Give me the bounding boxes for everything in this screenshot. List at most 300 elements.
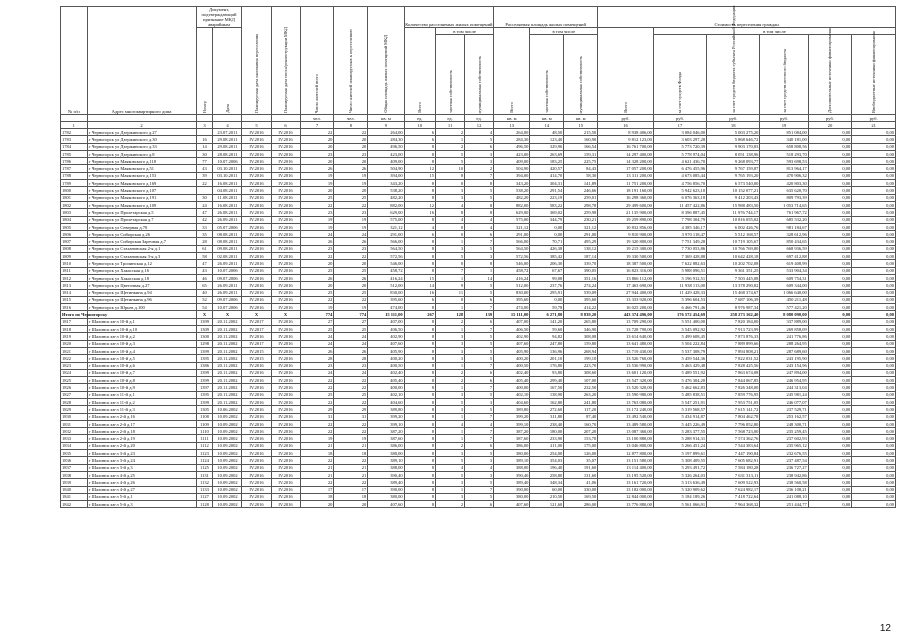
table-cell: 1840 [61,486,88,493]
table-cell: 0 [436,180,465,187]
table-cell: 3 [465,150,494,157]
table-cell: 0,00 [808,260,852,267]
table-cell: 420,57 [530,165,564,172]
table-cell: 830,00 [368,289,404,296]
table-cell: 25 [334,289,368,296]
table-cell: 1395 [196,391,213,398]
table-cell: 22 [334,398,368,405]
table-cell: IV.2016 [242,384,271,391]
table-cell: 1298 [196,340,213,347]
table-cell: 08.08.2011 [213,238,242,245]
table-cell: 5 396 604,53 [653,296,706,303]
table-cell: 539,09 [564,289,598,296]
table-cell: 15 111,00 [368,311,404,318]
table-cell: 609 754,31 [760,274,808,281]
table-cell: 344,79 [530,216,564,223]
table-cell: 348,34 [530,479,564,486]
table-cell: 26 [334,238,368,245]
table-cell: 0,00 [852,435,896,442]
table-cell: 13 641 480,00 [598,340,654,347]
register-table [60,6,896,508]
table-cell: 8 [404,180,435,187]
table-cell: 4 [465,216,494,223]
table-cell: 7 873 876,33 [707,333,760,340]
table-cell: 8 [404,260,435,267]
table-cell: 13 182 000,00 [598,486,654,493]
table-cell: 20 [334,143,368,150]
table-cell: 8 [404,384,435,391]
table-cell: IV.2016 [242,369,271,376]
table-cell: 19 [334,304,368,311]
table-cell: 0,00 [852,347,896,354]
table-cell: 5 778 974,04 [653,150,706,157]
table-cell: 27 944 400,00 [598,289,654,296]
table-row [61,413,896,420]
table-cell: 395,60 [564,296,598,303]
col-header-planned-end: Планируемая дата окончания переселения [242,7,271,115]
table-cell: 159,80 [564,340,598,347]
table-cell: 0,00 [852,377,896,384]
col-header-area-municipal: муниципальная собственность [564,35,598,115]
table-cell: г Черногорск ул Маяковского д.109 [87,201,196,208]
table-cell: 28 [196,238,213,245]
table-cell: 28 [300,355,334,362]
table-cell: 5 504 222,84 [653,340,706,347]
table-cell: 0,00 [808,158,852,165]
table-cell: 0,00 [852,398,896,405]
table-cell: 0,00 [808,384,852,391]
table-cell: 8 [404,333,435,340]
table-cell: 697 412,88 [760,253,808,260]
table-cell: 0,00 [530,223,564,230]
table-cell: 8 [436,172,465,179]
table-cell: 20.11.2002 [213,391,242,398]
table-cell: 5 [436,253,465,260]
table-cell: 308,60 [564,369,598,376]
table-cell: 5 308 409,55 [653,457,706,464]
table-cell: 175,00 [564,442,598,449]
table-cell: IV.2016 [242,457,271,464]
table-cell: 495,29 [564,238,598,245]
table-cell: 1125 [196,464,213,471]
table-cell: 5 [436,457,465,464]
table-cell: 7 584 180,28 [707,464,760,471]
table-cell: 0,00 [808,245,852,252]
table-cell: X [271,311,300,318]
table-cell: 1 053 714,65 [760,201,808,208]
table-cell: 512,00 [494,282,530,289]
table-cell: IV.2016 [242,501,271,508]
table-cell: 253 162,57 [760,413,808,420]
table-cell: 0,00 [852,501,896,508]
table-cell: IV.2016 [242,406,271,413]
table-cell: 1399 [196,318,213,325]
table-cell: 265,80 [564,318,598,325]
table-cell: 13 151 580,00 [598,457,654,464]
table-cell: 20 [334,282,368,289]
table-cell: 22 [300,377,334,384]
table-cell: 388,00 [494,464,530,471]
table-cell: 3 [436,479,465,486]
table-cell: 0,00 [852,340,896,347]
table-cell: 20.11.2002 [213,355,242,362]
table-cell: г Черногорск ул Сибирская д.26 [87,231,196,238]
table-cell: 1 [436,486,465,493]
table-cell: 0,00 [808,267,852,274]
table-cell: 566,00 [368,238,404,245]
table-cell: 402,90 [368,333,404,340]
table-cell: 3 [436,406,465,413]
table-cell: 0,00 [808,479,852,486]
table-cell: 159,31 [564,150,598,157]
table-cell: 20 [300,158,334,165]
table-cell: 20.11.2002 [213,326,242,333]
table-cell: 30 [196,194,213,201]
table-cell: 406,50 [368,326,404,333]
table-cell: 7 [465,362,494,369]
table-cell: 380,00 [494,493,530,500]
table-cell: 29 499 600,00 [598,201,654,208]
table-cell: 39 [196,172,213,179]
table-cell: 30 [196,150,213,157]
table-cell: 504,90 [494,165,530,172]
table-cell: 0,00 [852,129,896,136]
table-cell: IV.2016 [242,231,271,238]
table-cell: 166,54 [564,143,598,150]
table-cell: 402,40 [494,369,530,376]
table-cell: 3 [436,355,465,362]
table-cell: 0,00 [808,369,852,376]
table-cell: 211,00 [530,442,564,449]
table-cell: 19 [300,180,334,187]
table-cell: 1399 [196,347,213,354]
table-cell: 0,00 [808,333,852,340]
table-cell: г Черногорск ул Северная д.70 [87,223,196,230]
table-cell: 5 434 914,87 [653,413,706,420]
table-cell: 16 [404,289,435,296]
table-cell: 7 544 383,64 [707,442,760,449]
table-cell: 70,71 [530,238,564,245]
table-cell: 8 [404,304,435,311]
table-cell: IV.2016 [271,486,300,493]
table-cell: 8 051 138,96 [707,150,760,157]
table-cell: 405,40 [494,377,530,384]
table-cell: 443 374 496,00 [598,311,654,318]
col-header-total-area: Общая площадь жилых помещений МКД [368,7,404,115]
table-cell: 1833 [61,435,88,442]
table-cell: 8 [404,442,435,449]
table-cell: 11 938 113,00 [653,282,706,289]
table-cell: 22 [300,420,334,427]
table-cell: 9 361 351,25 [707,267,760,274]
table-cell: 0,00 [808,457,852,464]
table-cell: 117,20 [564,406,598,413]
table-cell: 6 [465,143,494,150]
table-cell: 5 485 838,51 [653,391,706,398]
table-row [61,479,896,486]
table-row [61,143,896,150]
page-number: 12 [879,623,891,634]
table-cell: 7 822 031,52 [707,355,760,362]
table-cell: 16 [196,136,213,143]
table-cell: 0,00 [852,172,896,179]
table-cell: 23 [300,362,334,369]
table-cell: 199,10 [564,355,598,362]
table-row [61,362,896,369]
table-cell: 23 [334,245,368,252]
table-cell: IV.2016 [271,231,300,238]
table-cell: 668 936,59 [760,245,808,252]
table-cell: 8 [404,493,435,500]
table-cell: 107,00 [564,377,598,384]
table-cell: 16 761 700,00 [598,143,654,150]
table-cell: 658 808,56 [760,143,808,150]
table-cell: 4 [436,201,465,208]
table-cell: 7 859 776,95 [707,391,760,398]
table-cell: 235 259,45 [760,428,808,435]
table-cell: 1809 [61,253,88,260]
table-cell: 8 [404,150,435,157]
table-cell: 12 [404,165,435,172]
table-cell: 9 767 159,87 [707,165,760,172]
table-cell: 6 271,80 [530,311,564,318]
table-cell: 21 [334,442,368,449]
table-cell: 10.07.2006 [213,158,242,165]
col-header-cost-total: Всего [598,28,654,115]
table-cell: 0,00 [852,326,896,333]
table-cell: г Шалинск кв-л 10-й д.8 [87,377,196,384]
table-cell: 13 536 990,00 [598,362,654,369]
table-cell: 13 709 290,00 [598,318,654,325]
col-header-count-including: в том числе [436,28,494,35]
table-cell: 8 [404,398,435,405]
table-cell: 0,00 [852,209,896,216]
table-cell: 167,50 [530,384,564,391]
table-cell: 22 [334,296,368,303]
table-cell: 8 [436,209,465,216]
col-header-address: Адрес многоквартирного дома [87,7,196,115]
table-cell: 1300 [196,333,213,340]
table-cell: 24 [334,333,368,340]
table-cell: 1 [436,326,465,333]
table-cell: 7 889 899,66 [707,340,760,347]
table-cell: 10.07.2006 [213,304,242,311]
table-cell: 0,00 [808,231,852,238]
table-cell: IV.2016 [271,377,300,384]
table-cell: 10.09.2002 [213,493,242,500]
table-cell: 5 184 189,26 [653,493,706,500]
table-cell: 13 614 640,00 [598,333,654,340]
table-cell: 1826 [61,384,88,391]
table-cell: 629,00 [494,209,530,216]
table-cell: 386,00 [368,442,404,449]
table-cell: 474,00 [494,304,530,311]
table-cell: 0,00 [530,296,564,303]
table-cell: 0,00 [852,304,896,311]
table-cell: 470 906,32 [760,172,808,179]
table-cell: г Черногорск ул Маяковского д.169 [87,180,196,187]
table-cell: 1821 [61,347,88,354]
table-cell: 399,10 [494,420,530,427]
table-cell: 10.09.2002 [213,471,242,478]
table-cell: 141,20 [530,318,564,325]
table-cell: 27 [334,318,368,325]
col-header-area-group: Расселяемая площадь жилых помещений [494,7,598,28]
table-cell: 496,50 [368,143,404,150]
table-cell: 343,20 [494,180,530,187]
table-cell: 5 [465,194,494,201]
table-cell: 809 793,39 [760,194,808,201]
table-cell: 395,60 [494,296,530,303]
table-row [61,201,896,208]
col-header-no: № п/п [61,7,88,115]
table-cell: 84,43 [564,165,598,172]
table-cell: 17 057 200,00 [598,165,654,172]
table-cell: 405,90 [494,347,530,354]
table-cell: г Черногорск ул Дзержинского д.33 [87,143,196,150]
table-cell: 1 [436,413,465,420]
table-cell: 330,00 [564,486,598,493]
table-cell: 5 [465,355,494,362]
table-cell: г Черногорск ул Маяковского д.107 [87,187,196,194]
table-cell: 4 621 436,70 [653,158,706,165]
table-cell: 22 [300,201,334,208]
table-cell: 496,50 [494,143,530,150]
table-cell: 4 756 856,70 [653,180,706,187]
table-cell: 5 196 912,51 [653,274,706,281]
table-cell: 13 526 760,00 [598,355,654,362]
table-cell: 1808 [61,245,88,252]
table-cell: 04.08.2011 [213,187,242,194]
table-cell: 0,00 [852,479,896,486]
table-cell: 1807 [61,238,88,245]
table-cell [196,129,213,136]
table-cell: 8 396 887,45 [653,209,706,216]
table-cell: 774 [334,311,368,318]
table-cell: 0,00 [852,289,896,296]
table-cell: 1827 [61,391,88,398]
table-cell: 1131 [196,471,213,478]
table-cell: 3 [465,471,494,478]
table-cell: 0,00 [852,420,896,427]
table-cell: 29.08.2011 [213,136,242,143]
table-row [61,340,896,347]
table-cell: 1 066 640,00 [760,289,808,296]
table-cell: 5 [465,282,494,289]
table-cell: 5 326 264,03 [653,471,706,478]
table-cell: 774 [300,311,334,318]
table-cell: 7 [465,326,494,333]
table-cell: 29 [334,406,368,413]
col-header-doc-number: Номер [196,28,213,115]
table-cell: 583,22 [530,201,564,208]
table-cell: г Шалинск кв-л 5-й д.1 [87,493,196,500]
table-cell: 346,90 [564,326,598,333]
table-cell: 05.07.2006 [213,223,242,230]
table-cell: 22 [334,420,368,427]
table-cell: 8 [404,428,435,435]
table-cell: IV.2016 [242,129,271,136]
table-cell: 42 [196,216,213,223]
table-cell: 629,00 [368,209,404,216]
table-cell: 0,00 [852,471,896,478]
table-cell: 5 988 096,51 [653,267,706,274]
table-cell: 1805 [61,223,88,230]
table-cell: 3 [465,398,494,405]
table-cell: 6 [465,296,494,303]
table-cell: 3 [436,347,465,354]
table-row [61,274,896,281]
units-row: чел. чел. кв. м ед. ед. ед. кв. м кв. м кв. м руб. руб. руб. руб. руб. руб. [61,115,896,122]
table-cell: 10.09.2002 [213,450,242,457]
table-cell: 03.10.2011 [213,172,242,179]
table-cell: 27 [300,318,334,325]
table-cell: 4 [465,464,494,471]
col-header-area-total: Всего [494,28,530,115]
table-row [61,501,896,508]
table-cell: 7 964 368,32 [707,501,760,508]
table-cell: 369,02 [530,209,564,216]
table-cell: X [196,311,213,318]
table-cell: 7 622 882,63 [653,260,706,267]
table-cell: 24 [334,369,368,376]
table-cell: 7 [436,267,465,274]
table-cell: 389,80 [494,406,530,413]
table-cell: 387,20 [368,428,404,435]
table-cell: 22 [300,253,334,260]
table-cell: 138,90 [530,391,564,398]
table-cell: 4 [465,129,494,136]
table-cell: 13 719 430,00 [598,347,654,354]
table-cell: г Черногорск ул Дзержинского д.30 [87,136,196,143]
table-cell: 232,50 [564,384,598,391]
table-cell: 304,31 [530,180,564,187]
table-cell: 7 844 067,85 [707,377,760,384]
table-cell: 8 [404,347,435,354]
table-cell: 196,40 [530,464,564,471]
table-cell: 19 [300,216,334,223]
table-cell: 1820 [61,340,88,347]
table-cell: 450 211,48 [760,296,808,303]
table-cell: 0,00 [808,391,852,398]
table-cell: 207,20 [564,428,598,435]
table-cell: 138,12 [564,245,598,252]
table-cell: 6 [465,377,494,384]
table-cell: 19 259 890,00 [598,216,654,223]
table-row [61,194,896,201]
table-row [61,435,896,442]
table-cell: 390,00 [494,486,530,493]
table-cell: 291,00 [368,231,404,238]
table-cell: 254,00 [530,450,564,457]
table-cell: IV.2016 [271,194,300,201]
table-cell: 24 [196,201,213,208]
table-cell: 22 [300,457,334,464]
table-cell: 7 [465,435,494,442]
table-cell: 0 [436,231,465,238]
table-cell: г Шалинск кв-л 2-й д.19 [87,435,196,442]
table-row [61,333,896,340]
table-cell: 244 313,04 [760,384,808,391]
table-cell: 52 [196,296,213,303]
table-cell: 5 942 623,10 [653,187,706,194]
table-cell: 7 796 052,80 [707,420,760,427]
table-cell: 6 [404,129,435,136]
table-cell: 1837 [61,464,88,471]
table-cell: 237,76 [530,282,564,289]
table-cell: 882,00 [494,201,530,208]
table-cell: 0,00 [852,369,896,376]
